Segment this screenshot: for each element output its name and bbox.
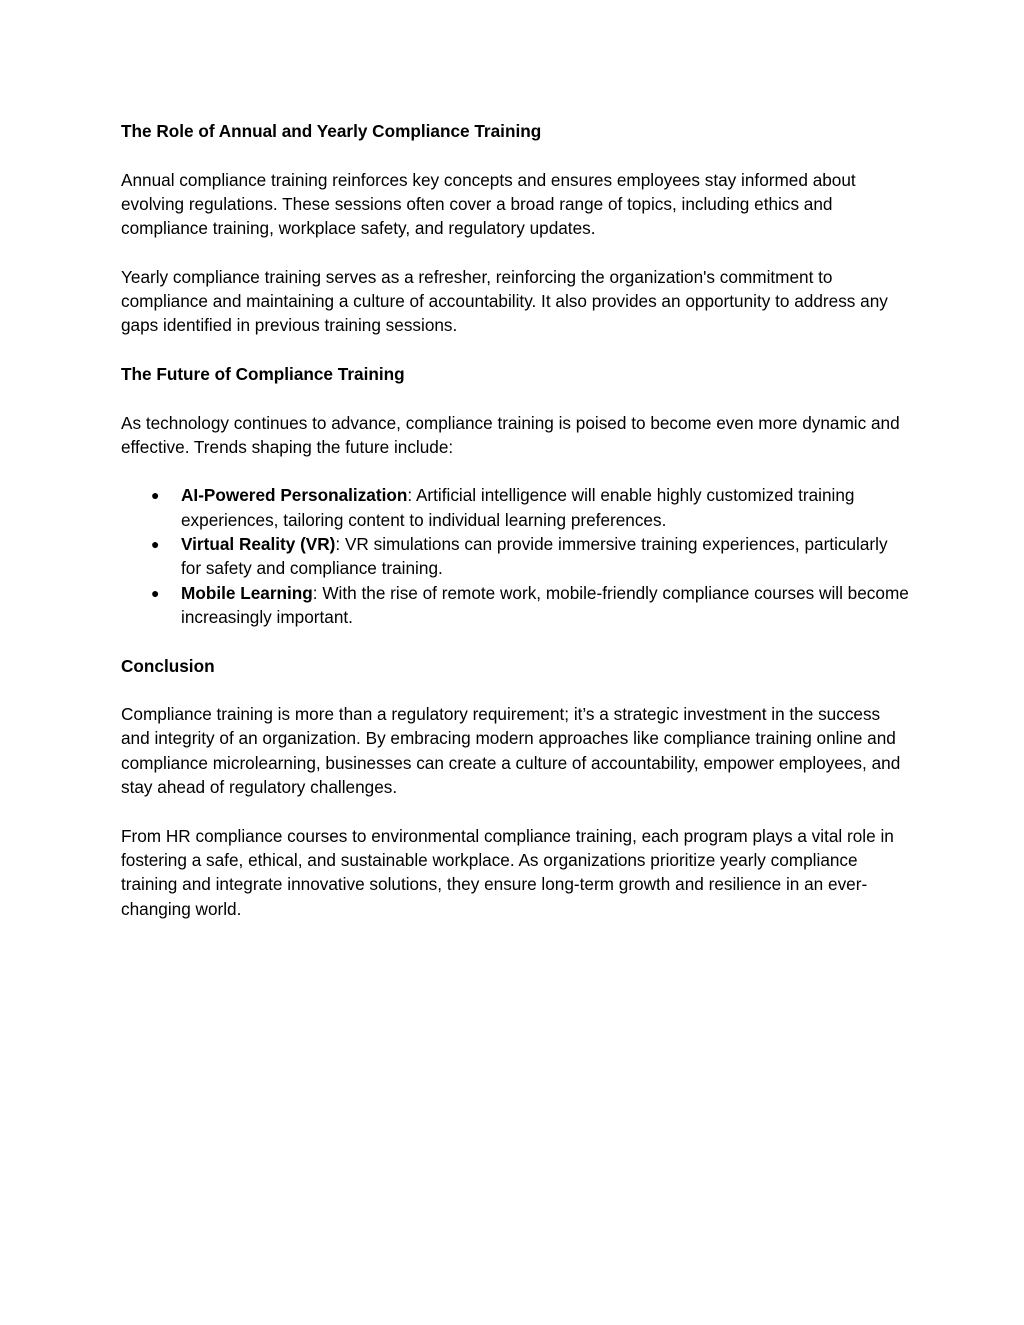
- section-heading-annual-yearly: The Role of Annual and Yearly Compliance Training: [121, 121, 542, 141]
- paragraph-yearly-training: Yearly compliance training serves as a refresher, reinforcing the organization's commitment to compliance and maintaining a culture of accountability. It also provides an opportunity to address any gaps identified in previous training sessions.: [121, 266, 888, 336]
- section-heading-conclusion: Conclusion: [121, 655, 215, 676]
- list-item: [121, 581, 911, 630]
- spacer: [121, 338, 911, 362]
- list-item-term: Mobile Learning: [181, 582, 313, 603]
- list-item-text: : Artificial intelligence will enable highly customized training experiences, tailoring content to individual learning preferences.: [181, 485, 855, 530]
- bullet-icon: ●: [151, 487, 160, 504]
- paragraph-closing: From HR compliance courses to environmental compliance training, each program plays a vital role in fostering a safe, ethical, and sustainable workplace. As organizations prioritize yearly compliance training and integrate innovative solutions, they ensure long-term growth and resilience in an ever-changing world.: [121, 825, 894, 919]
- paragraph-annual-training: Annual compliance training reinforces key concepts and ensures employees stay informed about evolving regulations. These sessions often cover a broad range of topics, including ethics and compliance training, workplace safety, and regulatory updates.: [121, 169, 856, 239]
- bullet-icon: ●: [151, 536, 160, 553]
- list-item-text: : With the rise of remote work, mobile-friendly compliance courses will become increasingly important.: [181, 582, 909, 627]
- spacer: [121, 678, 911, 702]
- spacer: [121, 143, 911, 167]
- list-item-text: : VR simulations can provide immersive training experiences, particularly for safety and compliance training.: [181, 534, 888, 579]
- section-heading-future: The Future of Compliance Training: [121, 363, 405, 384]
- document-body: [121, 119, 911, 921]
- spacer: [121, 386, 911, 410]
- spacer: [121, 629, 911, 653]
- list-item: [121, 483, 911, 532]
- paragraph-future-intro: As technology continues to advance, compliance training is poised to become even more dynamic and effective. Trends shaping the future include:: [121, 412, 900, 457]
- list-item-term: AI-Powered Personalization: [181, 485, 408, 506]
- list-item: [121, 532, 911, 581]
- spacer: [121, 799, 911, 823]
- bullet-icon: ●: [151, 584, 160, 601]
- paragraph-conclusion: Compliance training is more than a regulatory requirement; it’s a strategic investment in the success and integrity of an organization. By embracing modern approaches like compliance training online and compliance microlearning, businesses can create a culture of accountability, empower employees, and stay ahead of regulatory challenges.: [121, 704, 901, 798]
- trends-list: [121, 483, 911, 629]
- spacer: [121, 240, 911, 264]
- list-item-term: Virtual Reality (VR): [181, 534, 336, 555]
- spacer: [121, 459, 911, 483]
